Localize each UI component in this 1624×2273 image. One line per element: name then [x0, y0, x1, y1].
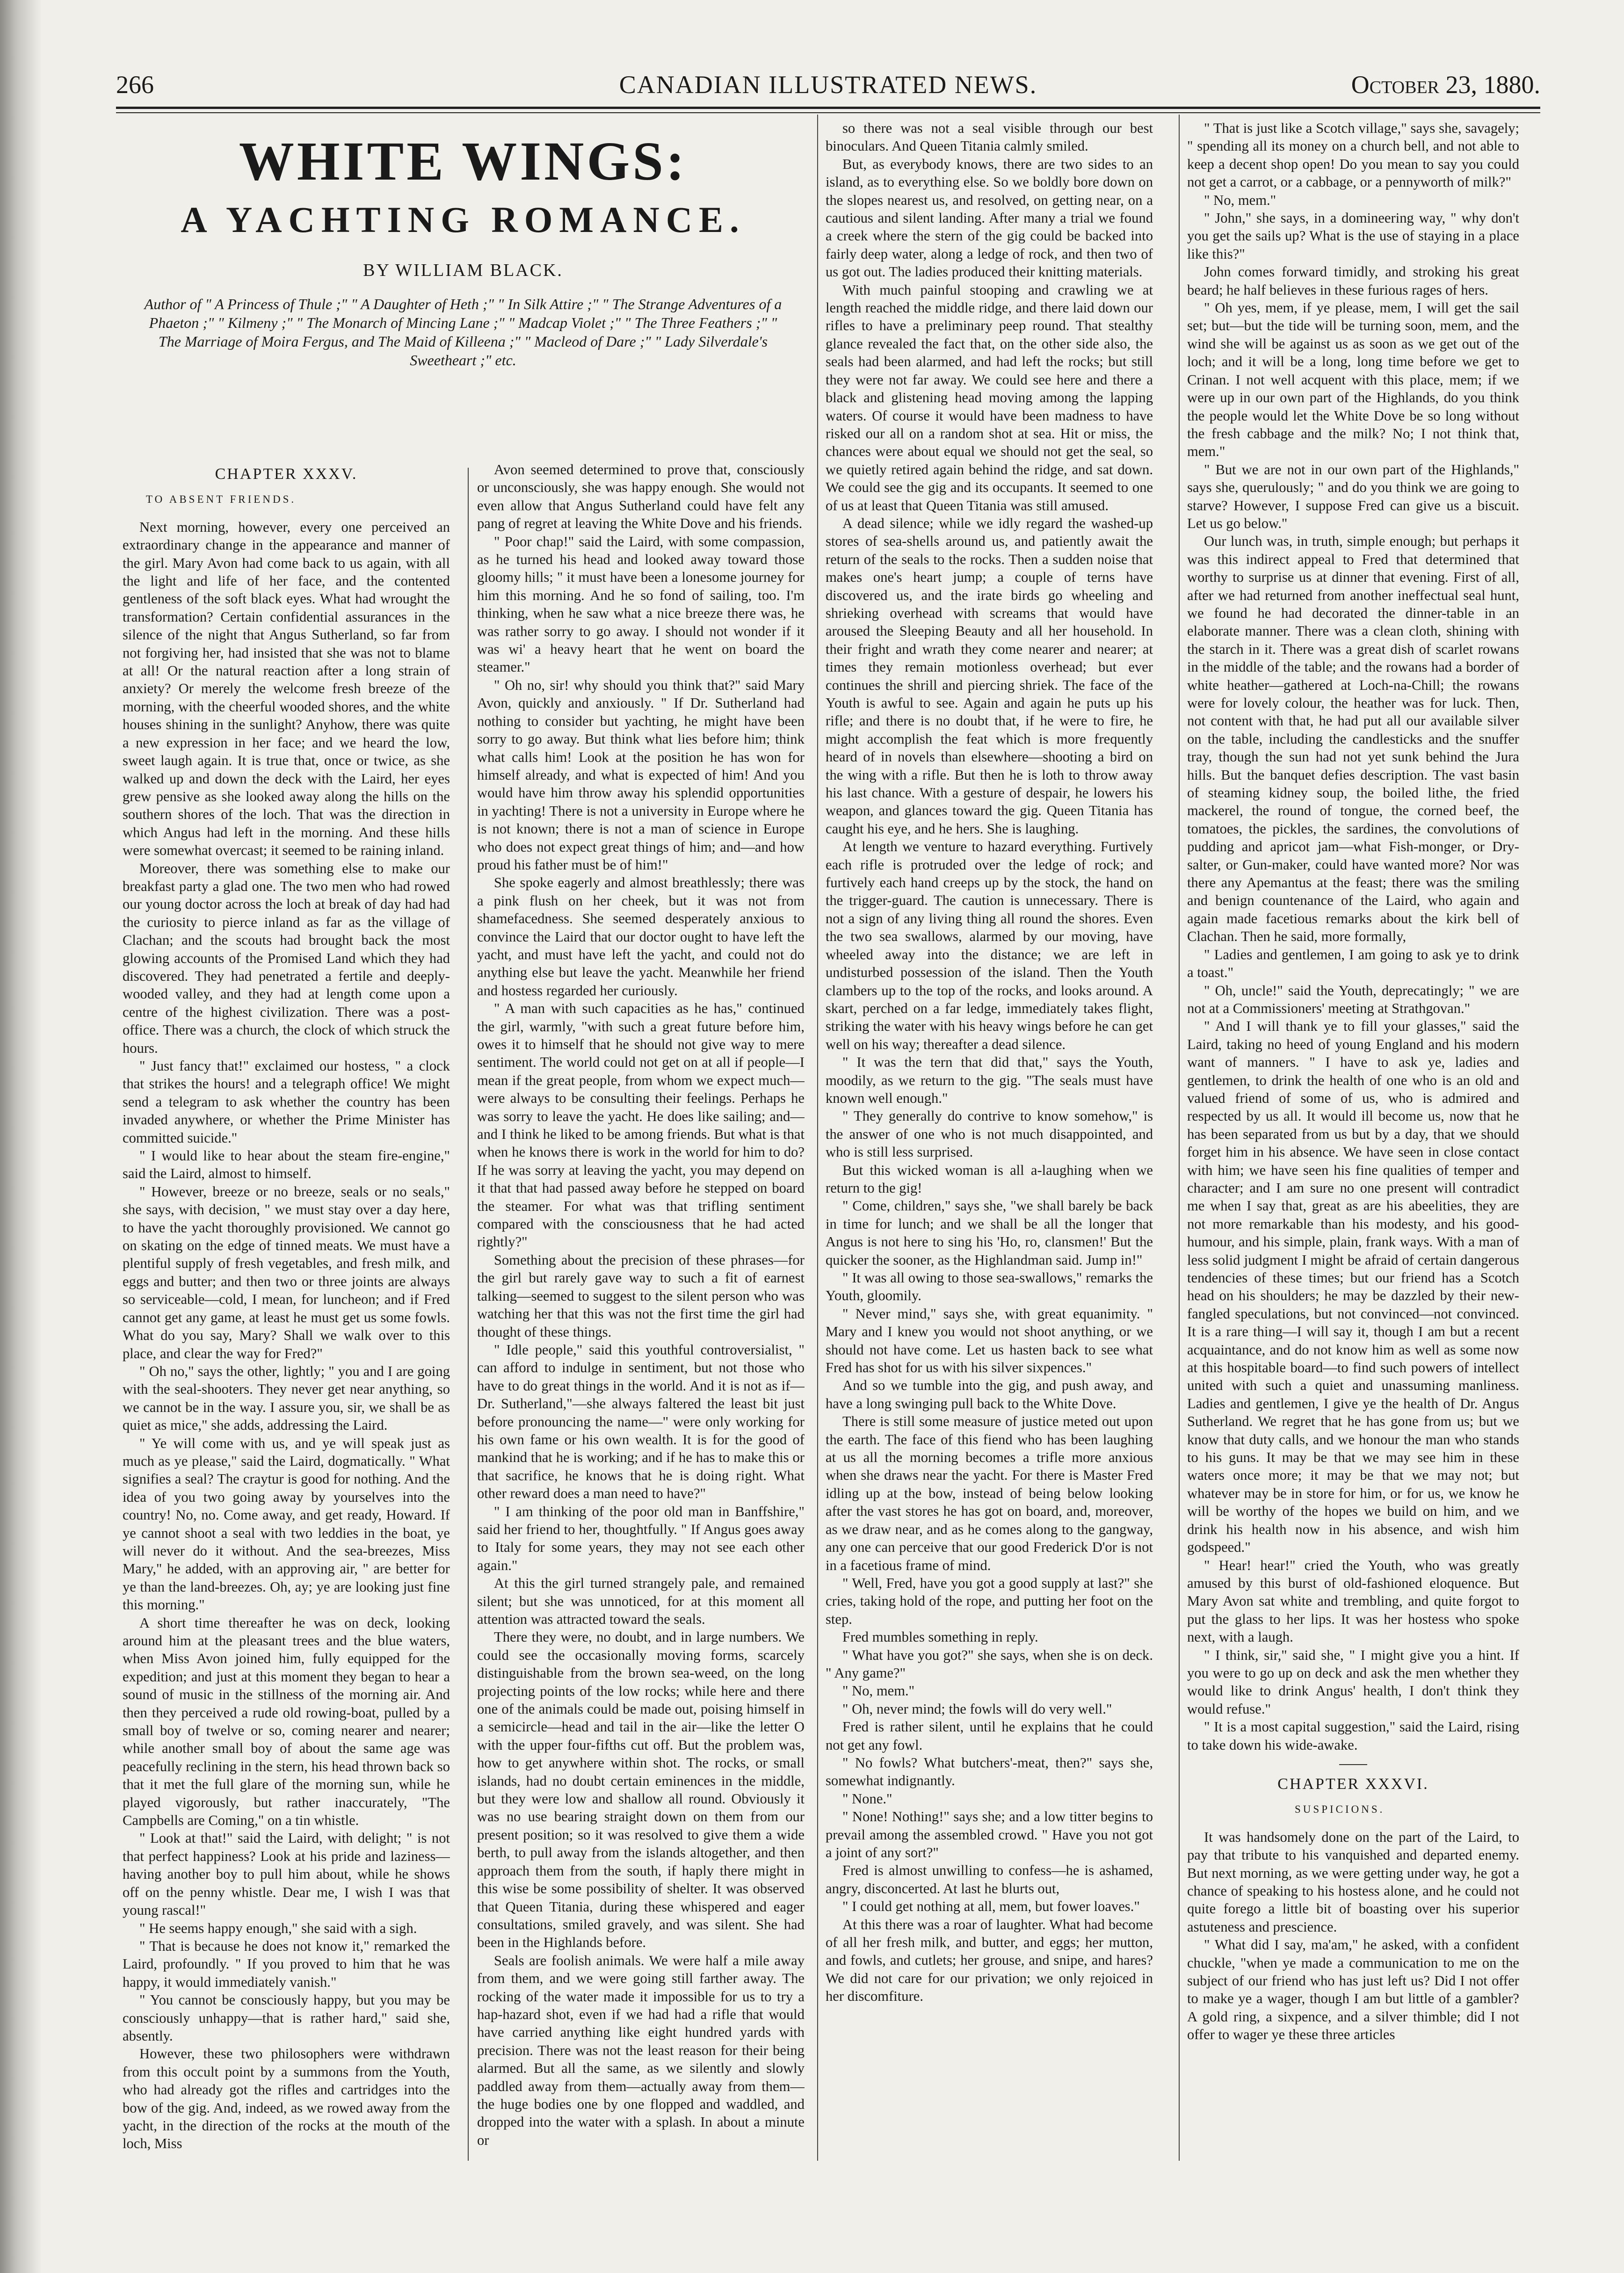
paragraph: " Poor chap!" said the Laird, with some compassion, as he turned his head and looked away toward those gloomy hills; " it must have been a lonesome journey for him this morning. And he so fond of sailing, too. I'm thinking, when he saw what a nice breeze there was, he was rather sorry to go away. I should not wonder if it was wi' a heavy heart that he went on board the steamer.": [477, 533, 805, 675]
column-divider: [468, 468, 469, 2161]
paragraph: Moreover, there was something else to make our breakfast party a glad one. The two men who had rowed our young doctor across the loch at break of day had had the curiosity to pierce inland as far as the village of Clachan; and the scouts had brought back the most glowing accounts of the Promised Land which they had discovered. They had penetrated a fertile and deeply-wooded valley, and they had at length come upon a centre of the highest civilization. There was a post-office. There was a church, the clock of which struck the hours.: [123, 860, 450, 1056]
paragraph: " Ladies and gentlemen, I am going to ask ye to drink a toast.": [1187, 946, 1519, 981]
paragraph: " I think, sir," said she, " I might give you a hint. If you were to go up on deck and ask the men whether they would like to drink Angus' health, I don't think they would refuse.": [1187, 1647, 1519, 1717]
paragraph: " It was the tern that did that," says the Youth, moodily, as we return to the gig. "The seals must have known well enough.": [826, 1054, 1153, 1106]
paragraph: " I could get nothing at all, mem, but fower loaves.": [842, 1898, 1140, 1915]
paragraph: " However, breeze or no breeze, seals or no seals," she says, with decision, " we must stay over a day here, to have the yacht thoroughly provisioned. We cannot go on skating on the edge of tinned meats. We must have a plentiful supply of fresh vegetables, and fresh milk, and eggs and butter; and then two or three joints are always so serviceable—cold, I mean, for luncheon; and if Fred cannot get any game, at least he must get us some fowls. What do you say, Mary? Shall we walk over to this place, and clear the way for Fred?": [123, 1183, 450, 1361]
paragraph: John comes forward timidly, and stroking his great beard; he half believes in these furious rages of hers.: [1187, 264, 1519, 298]
paragraph: " None.": [842, 1790, 892, 1807]
chapter-subheading: TO ABSENT FRIENDS.: [146, 493, 297, 506]
paragraph: " No fowls? What butchers'-meat, then?" says she, somewhat indignantly.: [826, 1754, 1153, 1789]
paragraph: " None! Nothing!" says she; and a low titter begins to prevail among the assembled crowd. " Have you not got a joint of any sort?": [826, 1809, 1153, 1860]
paragraph: " No, mem.": [1204, 192, 1276, 208]
paragraph: " It is a most capital suggestion," said the Laird, rising to take down his wide-awake.: [1187, 1719, 1519, 1753]
chapter-heading: CHAPTER XXXV.: [215, 465, 358, 483]
text-column-1: [123, 461, 450, 2168]
paragraph: At this there was a roar of laughter. What had become of all her fresh milk, and butter, and eggs; her mutton, and fowls, and cutlets; her grouse, and snipe, and hares? We did not care for our privation; we only rejoiced in her discomfiture.: [826, 1916, 1153, 2005]
paragraph: Fred is rather silent, until he explains that he could not get any fowl.: [826, 1719, 1153, 1753]
paragraph: " Oh no, sir! why should you think that?" said Mary Avon, quickly and anxiously. " If Dr. Sutherland had nothing to consider but yachting, he might have been sorry to go away. But think what lies before him; think what calls him! Look at the position he has won for himself already, and what is expected of him! And you would have him throw away his splendid opportunities in yachting! There is not a university in Europe where he is not known; there is not a man of science in Europe who does not expect great things of him; and—and how proud his father must be of him!": [477, 677, 805, 873]
paragraph: " That is just like a Scotch village," says she, savagely; " spending all its money on a church bell, and not able to keep a decent shop open! Do you mean to say you could not get a carrot, or a cabbage, or a pennyworth of milk?": [1187, 120, 1519, 190]
paragraph: " Oh no," says the other, lightly; " you and I are going with the seal-shooters. They never get near anything, so we cannot be in the way. I assure you, sir, we shall be as quiet as mice," she adds, addressing the Laird.: [123, 1363, 450, 1433]
paragraph: " What have you got?" she says, when she is on deck. " Any game?": [826, 1647, 1153, 1681]
paragraph: Our lunch was, in truth, simple enough; but perhaps it was this indirect appeal to Fred that determined that worthy to surprise us at dinner that evening. First of all, after we had returned from another ineffectual seal hunt, we found he had decorated the dinner-table in an elaborate manner. There was a clean cloth, shining with the starch in it. There was a great dish of scarlet rowans in the middle of the table; and the rowans had a border of white heather—gathered at Loch-na-Chill; the rowans were for lovely colour, the heather was for luck. Then, not content with that, he had put all our available silver on the table, including the candlesticks and the snuffer tray, though the sun had not yet sunk behind the Jura hills. But the banquet defies description. The vast basin of steaming kidney soup, the boiled lithe, the fried mackerel, the round of tongue, the corned beef, the tomatoes, the pickles, the sardines, the convolutions of pudding and apricot jam—what Fish-monger, or Dry-salter, or Gun-maker, could have wanted more? Nor was there any Apemantus at the feast; there was the smiling and benign countenance of the Laird, who again and again made facetious remarks about the kirk bell of Clachan. Then he said, more formally,: [1187, 533, 1519, 945]
paragraph: " What did I say, ma'am," he asked, with a confident chuckle, "when ye made a communication to me on the subject of our friend who has just left us? Did I not offer to make ye a wager, though I am but little of a gambler? A gold ring, a sixpence, and a silver thimble; did I not offer to wager ye these three articles: [1187, 1937, 1519, 2043]
column-divider: [817, 115, 818, 2161]
paragraph: Seals are foolish animals. We were half a mile away from them, and we were going still farther away. The rocking of the water made it impossible for us to try a hap-hazard shot, even if we had had a rifle that would have carried anything like eight hundred yards with precision. There was not the least reason for their being alarmed. But all the same, as we silently and slowly paddled away from them—actually away from them—the huge bodies one by one flopped and waddled, and dropped into the water with a splash. In about a minute or: [477, 1952, 805, 2148]
paragraph: " Just fancy that!" exclaimed our hostess, " a clock that strikes the hours! and a telegraph office! We might send a telegram to ask whether the country has been invaded anywhere, or whether the Prime Minister has committed suicide.": [123, 1058, 450, 1146]
chapter-subheading: SUSPICIONS.: [1295, 1803, 1385, 1816]
paragraph: She spoke eagerly and almost breathlessly; there was a pink flush on her cheek, but it was not from shamefacedness. She seemed desperately anxious to convince the Laird that our doctor ought to have left the yacht, and must have left the yacht, and could not do anything else but leave the yacht. Meanwhile her friend and hostess regarded her curiously.: [477, 875, 805, 999]
paragraph: " Come, children," says she, "we shall barely be back in time for lunch; and we shall be all the longer that Angus is not here to sing his 'Ho, ro, clansmen!' But the quicker the sooner, as the Highlandman said. Jump in!": [826, 1198, 1153, 1268]
header-rule: [116, 107, 1540, 109]
paragraph: But this wicked woman is all a-laughing when we return to the gig!: [826, 1162, 1153, 1196]
paragraph: " Look at that!" said the Laird, with delight; " is not that perfect happiness? Look at his pride and laziness—having another boy to pull him about, while he shows off on the penny whistle. Dear me, I wish I was that young rascal!": [123, 1830, 450, 1918]
paragraph: " It was all owing to those sea-swallows," remarks the Youth, gloomily.: [826, 1270, 1153, 1304]
section-rule: [1339, 1764, 1367, 1765]
paragraph: Next morning, however, every one perceived an extraordinary change in the appearance and manner of the girl. Mary Avon had come back to us again, with all the light and life of her face, and the contented gentleness of the soft black eyes. What had wrought the transformation? Certain confidential assurances in the silence of the night that Angus Sutherland, so far from not forgiving her, had insisted that she was not to blame at all! Or the natural reaction after a long strain of anxiety? Or merely the welcome fresh breeze of the morning, with the cheerful wooded shores, and the white houses shining in the sunlight? Anyhow, there was quite a new expression in her face; and we heard the low, sweet laugh again. It is true that, once or twice, as she walked up and down the deck with the Laird, her eyes grew pensive as she looked away along the hills on the southern shores of the loch. That was the direction in which Angus had left in the morning. And these hills were somewhat overcast; it seemed to be raining inland.: [123, 519, 450, 859]
paragraph: At this the girl turned strangely pale, and remained silent; but she was unnoticed, for at this moment all attention was attracted toward the seals.: [477, 1575, 805, 1627]
paragraph: " But we are not in our own part of the Highlands," says she, querulously; " and do you think we are going to starve? However, I suppose Fred can give us a biscuit. Let us go below.": [1187, 461, 1519, 531]
paragraph: With much painful stooping and crawling we at length reached the middle ridge, and there laid down our rifles to have a preliminary peep round. That stealthy glance revealed the fact that, on the other side also, the seals had been alarmed, and had left the rocks; but still they were not far away. We could see here and there a black and glistening head moving among the lapping waters. Of course it would have been madness to have risked our all on a random shot at sea. Hit or miss, the chances were about equal we should not get the seal, so we quietly retired again behind the ridge, and sat down. We could see the gig and its occupants. It seemed to one of us at least that Queen Titania was still amused.: [826, 282, 1153, 514]
paragraph: And so we tumble into the gig, and push away, and have a long swinging pull back to the White Dove.: [826, 1377, 1153, 1412]
paragraph: It was handsomely done on the part of the Laird, to pay that tribute to his vanquished and departed enemy. But next morning, as we were getting under way, he got a chance of speaking to his hostess alone, and he could not quite forego a little bit of boasting over his superior astuteness and prescience.: [1187, 1829, 1519, 1935]
paragraph: " Idle people," said this youthful controversialist, " can afford to indulge in sentiment, but not those who have to do great things in the world. And it is not as if—Dr. Sutherland,"—she always faltered the least bit just before pronouncing the name—" were only working for his own fame or his own wealth. It is for the good of mankind that he is working; and if he has to make this or that sacrifice, he knows that he is doing right. What other reward does a man need to have?": [477, 1341, 805, 1502]
paragraph: " You cannot be consciously happy, but you may be consciously unhappy—that is rather hard," said she, absently.: [123, 1992, 450, 2044]
paragraph: " Oh, never mind; the fowls will do very well.": [842, 1701, 1112, 1717]
paragraph: " I would like to hear about the steam fire-engine," said the Laird, almost to himself.: [123, 1148, 450, 1182]
paragraph: " Oh yes, mem, if ye please, mem, I will get the sail set; but—but the tide will be turning soon, mem, and the wind she will be against us as soon as we get out of the loch; and it will be a long, long time before we get to Crinan. I not well acquent with this place, mem; if we were up in our own part of the Highlands, do you think the people would let the White Dove be so long without the fresh cabbage and the milk? No; I not think that, mem.": [1187, 300, 1519, 460]
paragraph: But, as everybody knows, there are two sides to an island, as to everything else. So we boldly bore down on the slopes nearest us, and resolved, on getting near, on a cautious and silent landing. After many a trial we found a creek where the stern of the gig could be backed into fairly deep water, along a ledge of rock, and then two of us got out. The ladies produced their knitting materials.: [826, 156, 1153, 280]
text-column-3: [826, 119, 1153, 2172]
running-head: [116, 70, 1540, 103]
paragraph: " Never mind," says she, with great equanimity. " Mary and I knew you would not shoot anything, or we should not have come. Let us hasten back to see what Fred has shot for us with his silver sixpences.": [826, 1305, 1153, 1376]
paragraph: " Well, Fred, have you got a good supply at last?" she cries, taking hold of the rope, and putting her foot on the step.: [826, 1575, 1153, 1627]
paragraph: At length we venture to hazard everything. Furtively each rifle is protruded over the ledge of rock; and furtively each hand creeps up by the stock, the hand on the trigger-guard. The caution is unnecessary. There is not a sign of any living thing all round the shores. Even the two sea swallows, alarmed by our moving, have wheeled away into the distance; we are left in undisturbed possession of the island. Then the Youth clambers up to the top of the rocks, and looks around. A skart, perched on a far ledge, immediately takes flight, striking the water with his heavy wings before he can get well on his way; thereafter a dead silence.: [826, 839, 1153, 1052]
issue-date: October 23, 1880.: [1351, 71, 1540, 99]
page-number: 266: [116, 71, 154, 99]
paragraph: so there was not a seal visible through our best binoculars. And Queen Titania calmly smiled.: [826, 120, 1153, 154]
column-divider: [1179, 115, 1180, 2161]
paragraph: " Hear! hear!" cried the Youth, who was greatly amused by this burst of old-fashioned eloquence. But Mary Avon sat white and trembling, and quite forgot to put the glass to her lips. It was her hostess who spoke next, with a laugh.: [1187, 1557, 1519, 1645]
text-column-2: [477, 461, 805, 2168]
paragraph: " John," she says, in a domineering way, " why don't you get the sails up? What is the use of staying in a place like this?": [1187, 210, 1519, 262]
paragraph: " Ye will come with us, and ye will speak just as much as ye please," said the Laird, dogmatically. " What signifies a seal? The craytur is good for nothing. And the idea of you two going away by yourselves into the country! No, no. Come away, and get ready, Howard. If ye cannot shoot a seal with two leddies in the boat, ye will never do it without. And the sea-breezes, Miss Mary," he added, with an approving air, " are better for ye than the land-breezes. Oh, ay; ye are looking just fine this morning.": [123, 1435, 450, 1613]
paragraph: A dead silence; while we idly regard the washed-up stores of sea-shells around us, and patiently await the return of the seals to the rocks. Then a sudden noise that makes one's heart jump; a couple of terns have discovered us, and the irate birds go wheeling and shrieking overhead with screams that would have aroused the Sleeping Beauty and all her household. In their fright and wrath they come nearer and nearer; at times they remain motionless overhead; but ever continues the shrill and piercing shriek. The face of the Youth is awful to see. Again and again he puts up his rifle; and there is no doubt that, if he were to fire, he might accomplish the feat which is more frequently heard of in novels than elsewhere—shooting a bird on the wing with a rifle. But then he is loth to throw away his last chance. With a gesture of despair, he lowers his weapon, and glances toward the gig. Queen Titania has caught his eye, and he hers. She is laughing.: [826, 515, 1153, 837]
text-column-4: [1187, 119, 1519, 2172]
binding-shadow: [0, 0, 42, 2273]
paragraph: A short time thereafter he was on deck, looking around him at the pleasant trees and the blue waters, when Miss Avon joined him, fully equipped for the expedition; and just at this moment they began to hear a sound of music in the stillness of the morning air. And then they perceived a rude old rowing-boat, pulled by a small boy of twelve or so, coming nearer and nearer; while another small boy of about the same age was peacefully reclining in the stern, his head thrown back so that it met the full glare of the morning sun, while he played vigorously, but rather inaccurately, "The Campbells are Coming," on a tin whistle.: [123, 1614, 450, 1829]
chapter-heading: CHAPTER XXXVI.: [1277, 1775, 1429, 1793]
paragraph: Fred is almost unwilling to confess—he is ashamed, angry, disconcerted. At last he blurts out,: [826, 1862, 1153, 1897]
publication-name: CANADIAN ILLUSTRATED NEWS.: [619, 71, 1037, 99]
paragraph: There is still some measure of justice meted out upon the earth. The face of this fiend who has been laughing at us all the morning becomes a trifle more anxious when she draws near the yacht. For there is Master Fred idling up at the bow, instead of being below looking after the vast stores he has got on board, and, moreover, as we draw near, and as he comes along to the gangway, any one can perceive that our good Frederick D'or is not in a facetious frame of mind.: [826, 1413, 1153, 1573]
paragraph: Fred mumbles something in reply.: [842, 1629, 1038, 1645]
byline: BY WILLIAM BLACK.: [363, 261, 563, 280]
paragraph: " And I will thank ye to fill your glasses," said the Laird, taking no heed of young England and his modern want of manners. " I have to ask ye, ladies and gentlemen, to drink the health of one who is an old and valued friend of some of us, who is admired and respected by us all. It would ill become us, now that he has been separated from us but by a day, that we should forget him in his absence. We have seen in close contact with him; we have seen his fine qualities of temper and character; and I am sure no one present will contradict me when I say that, great as are his abeelities, they are not more remarkable than his modesty, and his good-humour, and his simple, plain, frank ways. With a man of less solid judgment I might be afraid of certain dangerous tendencies of these times; but our friend has a Scotch head on his shoulders; he may be dazzled by their new-fangled speculations, but not convinced—not convinced. It is a rare thing—I will say it, though I am but a recent acquaintance, and do not know him as well as some now at this hospitable board—to find such powers of intellect united with such a quiet and unassuming manliness. Ladies and gentlemen, I give ye the health of Dr. Angus Sutherland. We regret that he has gone from us; but we know that duty calls, and we honour the man who stands to his guns. It may be that we may see him in these waters once more; it may be that we may not; but whatever may be in store for him, or for us, we know he will be worthy of the hopes we build on him, and we drink his health now in his absence, and wish him godspeed.": [1187, 1018, 1519, 1556]
paragraph: However, these two philosophers were withdrawn from this occult point by a summons from the Youth, who had already got the rifles and cartridges into the bow of the gig. And, indeed, as we rowed away from the yacht, in the direction of the rocks at the mouth of the loch, Miss: [123, 2046, 450, 2152]
paragraph: " They generally do contrive to know somehow," is the answer of one who is not much disappointed, and who is still less surprised.: [826, 1108, 1153, 1160]
paragraph: " He seems happy enough," she said with a sigh.: [139, 1920, 417, 1936]
paragraph: " No, mem.": [842, 1683, 915, 1699]
paragraph: " That is because he does not know it," remarked the Laird, profoundly. " If you proved to him that he was happy, it would immediately vanish.": [123, 1938, 450, 1990]
paragraph: There they were, no doubt, and in large numbers. We could see the occasionally moving forms, scarcely distinguishable from the brown sea-weed, on the long projecting points of the low rocks; while here and there one of the animals could be made out, poising himself in a semicircle—head and tail in the air—like the letter O with the upper four-fifths cut off. But the problem was, how to get anywhere within shot. The rocks, or small islands, had no doubt certain eminences in the middle, but they were low and shallow all round. Obviously it was no use bearing straight down on them from our present position; so it was resolved to give them a wide berth, to pull away from the islands altogether, and then approach them from the south, if haply there might in this wise be some possibility of shelter. It was observed that Queen Titania, during these whispered and eager consultations, smiled gravely, and was silent. She had been in the Highlands before.: [477, 1629, 805, 1951]
story-title: WHITE WINGS:: [239, 130, 688, 192]
story-subtitle: A YACHTING ROMANCE.: [181, 199, 746, 240]
paragraph: " A man with such capacities as he has," continued the girl, warmly, "with such a great future before him, owes it to himself that he should not give way to mere sentiment. The world could not get on at all if people—I mean if the great people, from whom we expect much—were always to be consulting their feelings. Perhaps he was sorry to leave the yacht. He does like sailing; and—and I think he liked to be among friends. But what is that when he knows there is work in the world for him to do? If he was sorry at leaving the yacht, you may depend on it that that had passed away before he stepped on board the steamer. For what was that trifling sentiment compared with the consciousness that he had acted rightly?": [477, 1000, 805, 1250]
paragraph: Something about the precision of these phrases—for the girl but rarely gave way to such a fit of earnest talking—seemed to suggest to the silent person who was watching her that this was not the first time the girl had thought of these things.: [477, 1252, 805, 1340]
paragraph: Avon seemed determined to prove that, consciously or unconsciously, she was happy enough. She would not even allow that Angus Sutherland could have felt any pang of regret at leaving the White Dove and his friends.: [477, 462, 805, 532]
story-heading: [122, 126, 805, 426]
paragraph: " I am thinking of the poor old man in Banffshire," said her friend to her, thoughtfully. " If Angus goes away to Italy for some years, they may not see each other again.": [477, 1503, 805, 1573]
author-works: Author of " A Princess of Thule ;" " A Daughter of Heth ;" " In Silk Attire ;" " The Strange Adventures of a Phaeton ;" " Kilmeny ;" " The Monarch of Mincing Lane ;" " Madcap Violet ;" " The Three Feathers ;" " The Marriage of Moira Fergus, and The Maid of Killeena ;" " Macleod of Dare ;" " Lady Silverdale's Sweetheart ;" etc.: [144, 296, 782, 369]
paragraph: " Oh, uncle!" said the Youth, deprecatingly; " we are not at a Commissioners' meeting at Strathgovan.": [1187, 982, 1519, 1016]
header-rule-thin: [116, 112, 1540, 113]
